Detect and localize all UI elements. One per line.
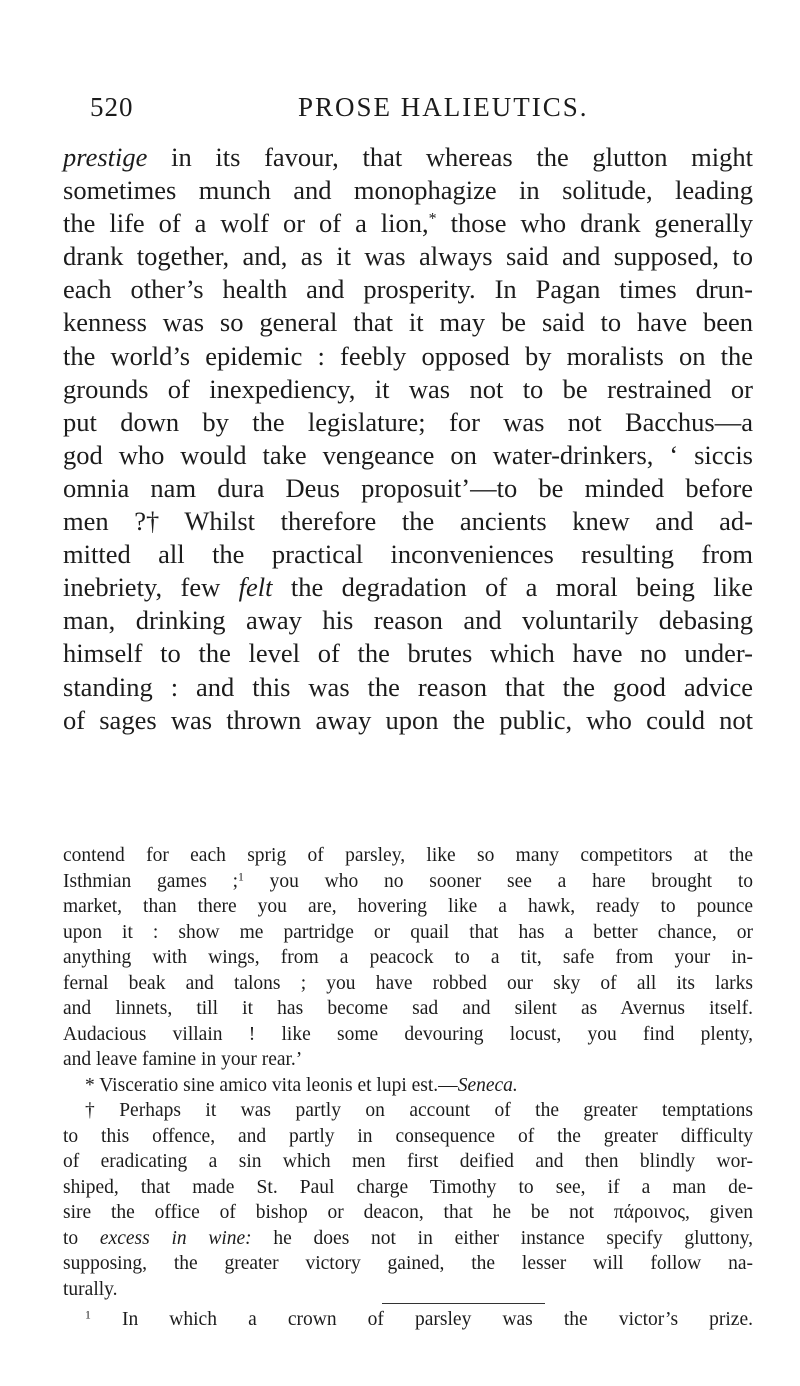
page-number: 520 [90, 92, 134, 122]
note-line: shiped, that made St. Paul charge Timothy to see, if a man de- [63, 1176, 753, 1198]
note-line: upon it : show me partridge or quail that has a better chance, or [63, 921, 753, 943]
page-header [90, 92, 750, 132]
note-line: Audacious villain ! like some devouring locust, you find plenty, [63, 1023, 753, 1045]
text-line: god who would take vengeance on water-drinkers, ‘ siccis [63, 439, 753, 470]
footnote-ref-1: 1 [238, 870, 244, 884]
footnote-ref-dagger: † [146, 506, 160, 537]
footnote-rule [382, 1303, 545, 1304]
note-line: of eradicating a sin which men first deified and then blindly wor- [63, 1151, 753, 1172]
text-line: sometimes munch and monophagize in solitude, leading [63, 175, 753, 206]
note-line: turally. [63, 1278, 118, 1300]
footnote-1: $^1$ In which a crown of parsley was the victor’s prize. [85, 1308, 753, 1330]
text-line: men ?† Whilst therefore the ancients knew and ad- [63, 506, 753, 537]
note-line: contend for each sprig of parsley, like so many competitors at the [63, 845, 753, 866]
note-line: sire the office of bishop or deacon, that he be not πάροινος, given [63, 1202, 753, 1223]
note-line: to this offence, and partly in consequence of the greater difficulty [63, 1125, 753, 1147]
note-line: Isthmian games ;$^1$ you who no sooner see a hare brought to [63, 870, 753, 892]
note-line: and leave famine in your rear.’ [63, 1049, 303, 1070]
note-line: supposing, the greater victory gained, the lesser will follow na- [63, 1253, 753, 1274]
continued-footnotes [63, 843, 753, 1302]
running-title: PROSE HALIEUTICS. [298, 92, 589, 122]
note-line: fernal beak and talons ; you have robbed our sky of all its larks [63, 972, 753, 994]
note-line: anything with wings, from a peacock to a tit, safe from your in- [63, 947, 753, 968]
text-line: each other’s health and prosperity. In Pagan times drun- [63, 274, 753, 305]
text-line: drank together, and, as it was always said and supposed, to [63, 241, 753, 272]
text-line: standing : and this was the reason that the good advice [63, 671, 753, 702]
text-line: mitted all the practical inconveniences resulting from [63, 539, 753, 570]
text-line: put down by the legislature; for was not Bacchus—a [63, 406, 753, 437]
footnote-marker: 1 [85, 1308, 91, 1322]
note-line: to excess in wine: he does not in either instance specify gluttony, [63, 1227, 753, 1249]
text-line: grounds of inexpediency, it was not to be restrained or [63, 373, 753, 404]
text-line: prestige in its favour, that whereas the glutton might [63, 142, 753, 172]
text-line: the world’s epidemic : feebly opposed by moralists on the [63, 340, 753, 371]
note-line-asterisk: * Visceratio sine amico vita leonis et lupi est.—Seneca. [85, 1074, 518, 1096]
text-line: man, drinking away his reason and voluntarily debasing [63, 605, 753, 636]
footnote-ref-asterisk: * [428, 210, 437, 228]
note-line: and linnets, till it has become sad and silent as Avernus itself. [63, 998, 753, 1019]
text-line: the life of a wolf or of a lion,* those who drank generally [63, 208, 754, 239]
text-line: himself to the level of the brutes which have no under- [63, 638, 753, 669]
text-line: omnia nam dura Deus proposuit’—to be minded before [63, 472, 753, 503]
text-line: inebriety, few felt the degradation of a moral being like [63, 572, 753, 603]
text-line: of sages was thrown away upon the public, who could not [63, 704, 753, 735]
note-line-dagger: † Perhaps it was partly on account of the greater temptations [85, 1100, 753, 1121]
main-text [63, 141, 753, 737]
note-line: market, than there you are, hovering like a hawk, ready to pounce [63, 896, 753, 917]
text-line: kenness was so general that it may be said to have been [63, 307, 753, 338]
